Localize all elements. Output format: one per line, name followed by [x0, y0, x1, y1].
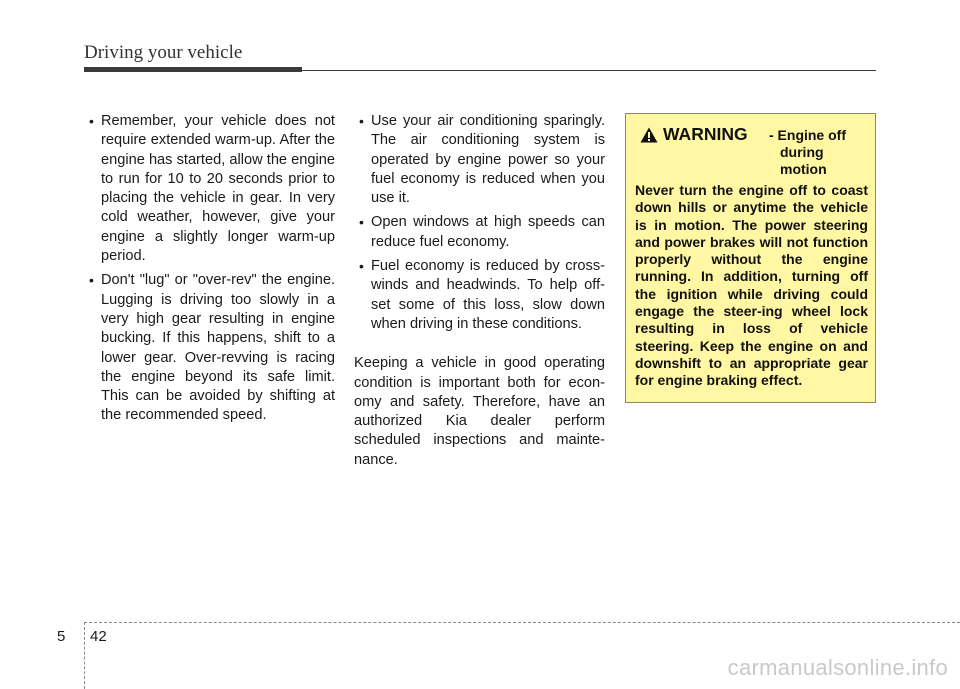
bullet-icon: • [89, 272, 94, 289]
footer-rule [84, 622, 960, 623]
maintenance-paragraph: Keeping a vehicle in good operating condition is important both for econ-omy and safety. Therefore, have an authorized Kia dealer perform scheduled inspections and mainte-nance. [354, 355, 605, 468]
watermark: carmanualsonline.info [727, 655, 948, 680]
bullet-icon: • [359, 214, 364, 231]
warning-box [625, 113, 876, 403]
warning-subtitle: - Engine off during motion [769, 127, 846, 177]
bullet-icon: • [359, 258, 364, 275]
list-item: • Don't "lug" or "over-rev" the engine. Lugging is driving too slowly in a very high gear resulting in engine bucking. If this happens, shift to a lower gear. Over-revving is racing the engine beyond its safe limit. This can be avoided by shifting at the recommended speed. [89, 272, 335, 424]
list-item: • Remember, your vehicle does not require extended warm-up. After the engine has started, allow the engine to run for 10 to 20 seconds prior to placing the vehicle in gear. In very cold weather, however, give your engine a slightly longer warm-up period. [89, 113, 335, 265]
list-item: • Use your air conditioning sparingly. The air conditioning system is operated by engine power so your fuel economy is reduced when you use it. [359, 113, 605, 207]
section-number: 5 [57, 628, 66, 645]
page-number: 42 [90, 628, 107, 645]
footer-divider [84, 622, 85, 689]
warning-triangle-icon [640, 127, 658, 143]
warning-label: WARNING [663, 124, 748, 144]
left-bullet-list [84, 112, 335, 426]
bullet-icon: • [89, 113, 94, 129]
warning-body: Never turn the engine off to coast down hills or anytime the vehicle is in motion. The power steering and power brakes will not function properly without the engine running. In addition, turning off the ignition while driving could engage the steer-ing wheel lock resulting in loss of vehicle steering. Keep the engine on and downshift to an appropriate gear for engine braking effect. [635, 182, 868, 389]
list-item: • Fuel economy is reduced by cross-winds and headwinds. To help off-set some of this loss, slow down when driving in these conditions. [359, 258, 605, 332]
bullet-icon: • [359, 113, 364, 129]
header-bar [84, 67, 302, 72]
header-rule [302, 70, 876, 71]
list-item: • Open windows at high speeds can reduce fuel economy. [359, 214, 605, 250]
page-header-title: Driving your vehicle [84, 42, 243, 63]
middle-column [354, 112, 605, 470]
left-column [84, 112, 335, 431]
middle-bullet-list [354, 112, 605, 334]
